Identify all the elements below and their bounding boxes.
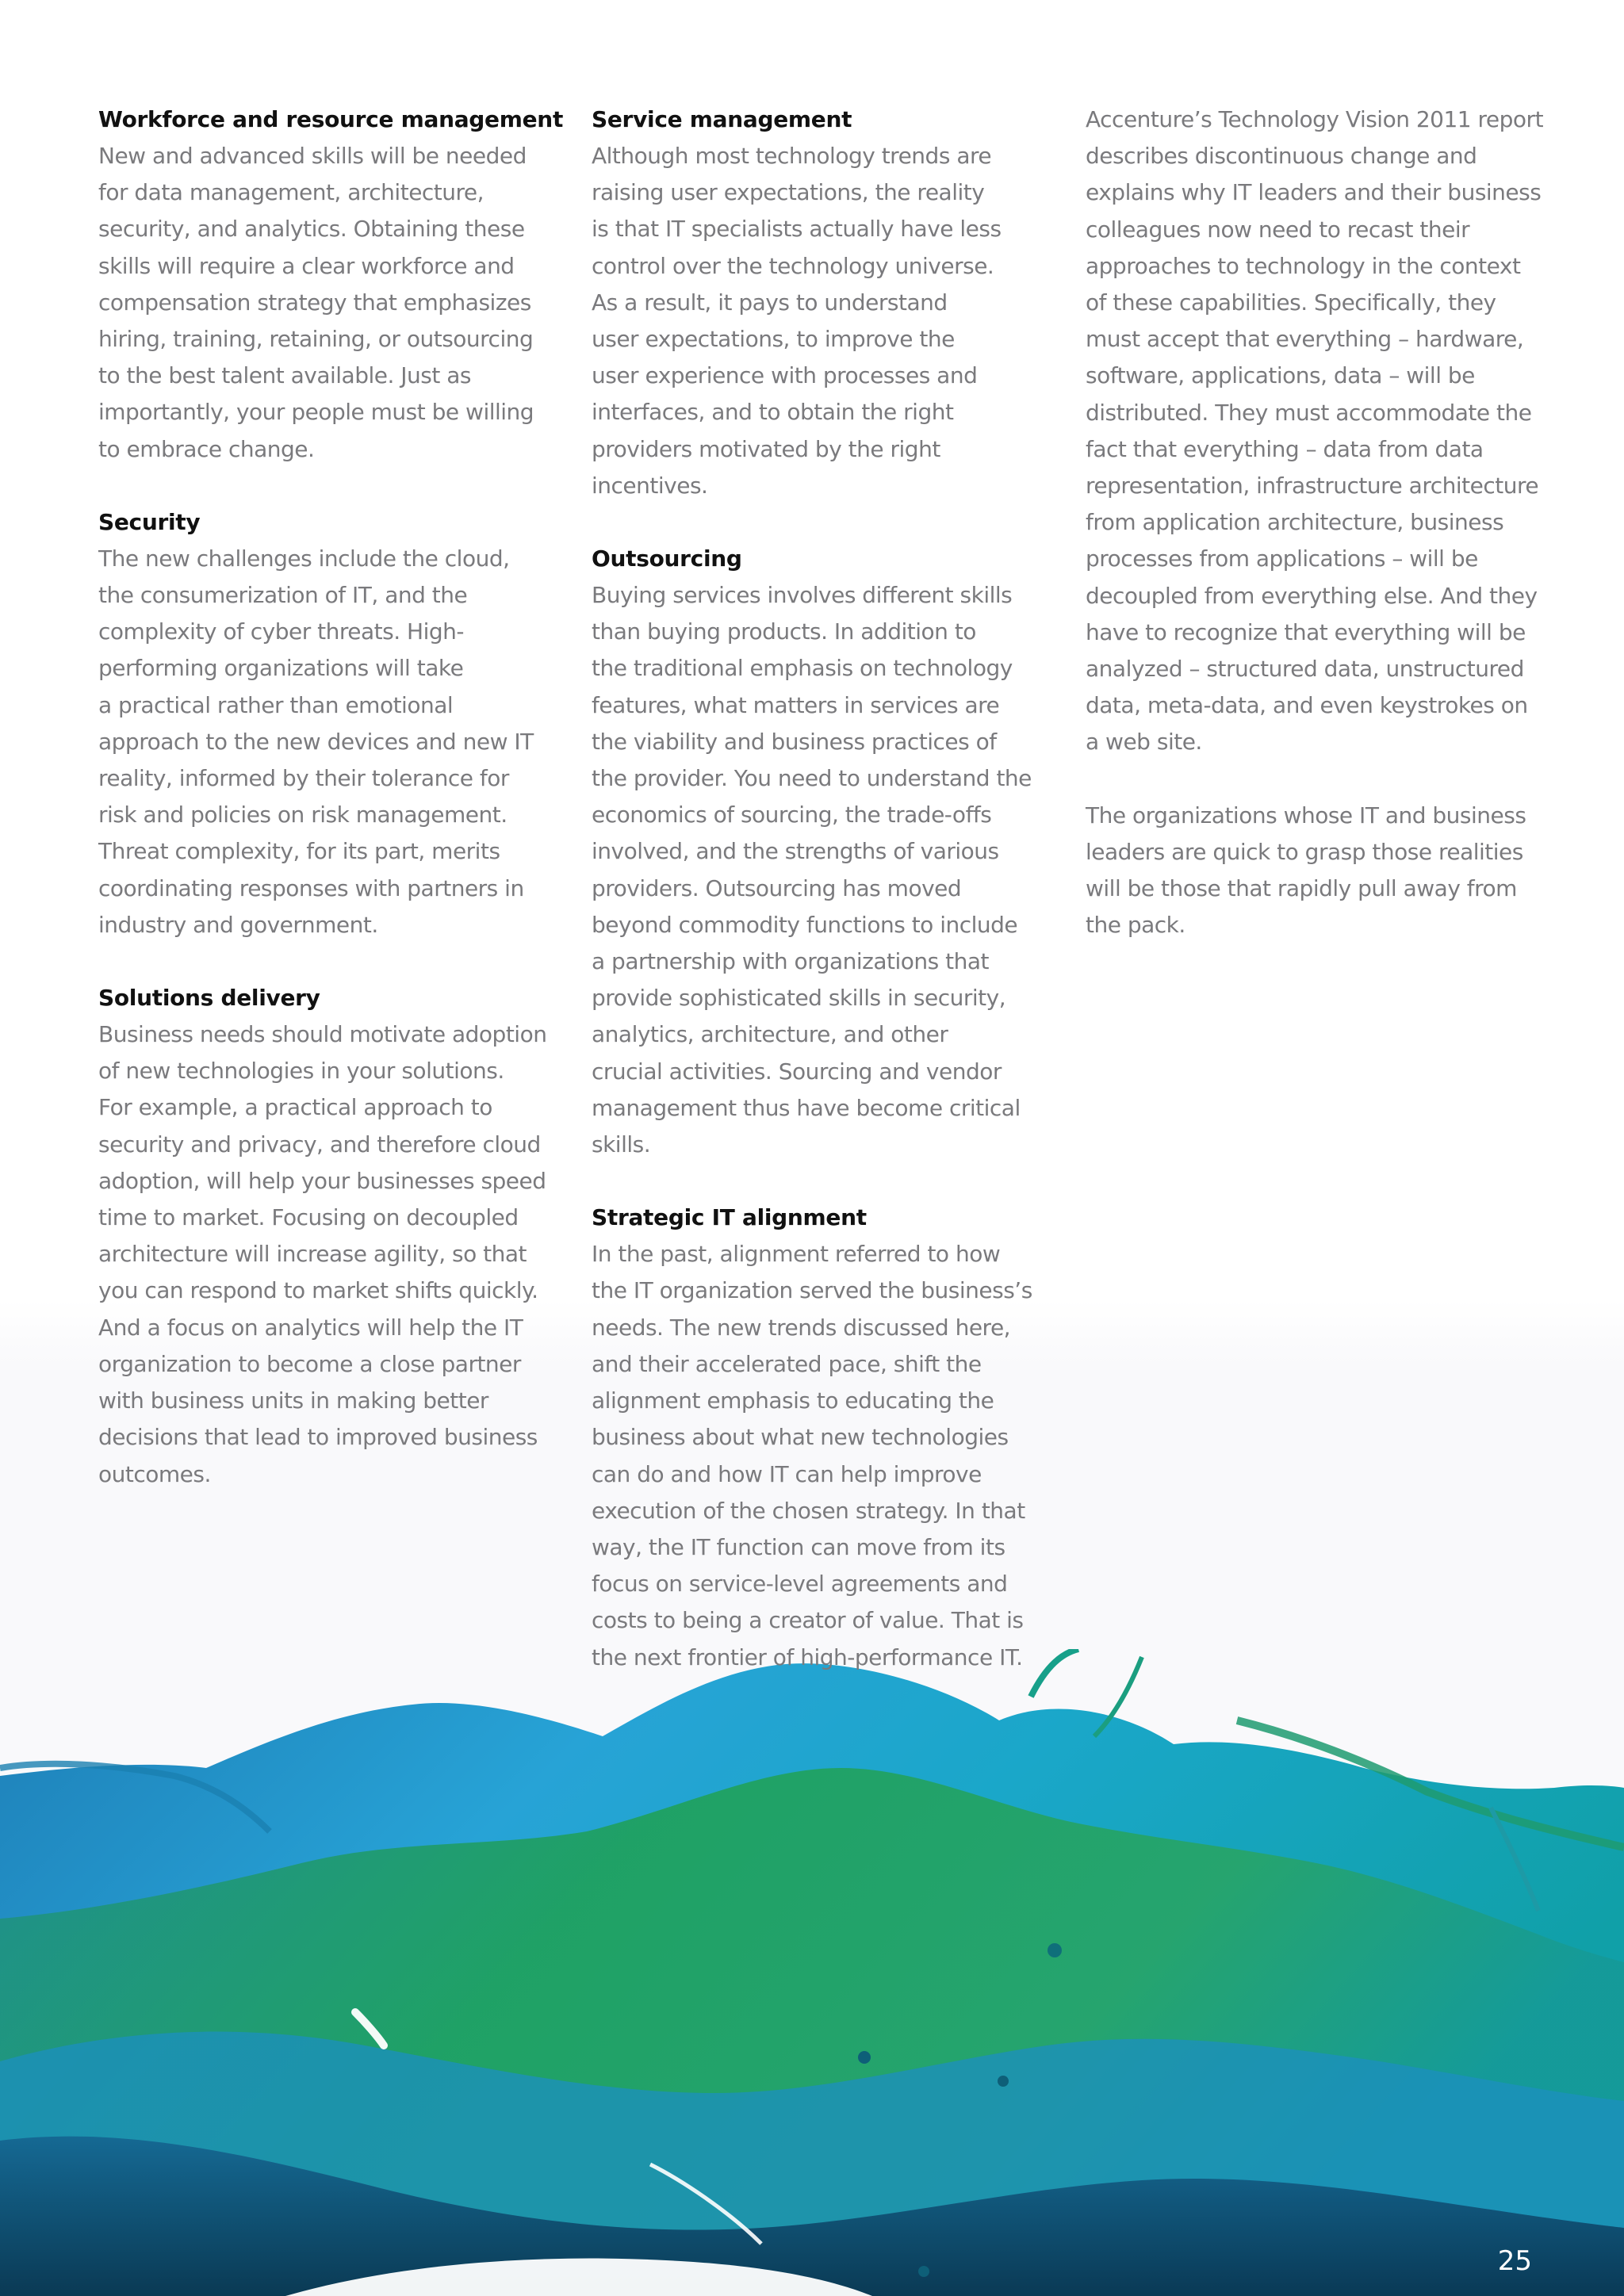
text-line: coordinating responses with partners in xyxy=(98,874,524,901)
section-workforce xyxy=(98,101,564,468)
text-line: to embrace change. xyxy=(98,435,315,462)
section-service-management xyxy=(592,101,1036,504)
page-number: 25 xyxy=(1497,2245,1532,2277)
text-line: approach to the new devices and new IT xyxy=(98,728,534,755)
text-line: the provider. You need to understand the xyxy=(592,765,1032,792)
section-solutions-delivery xyxy=(98,980,547,1493)
text-line: the consumerization of IT, and the xyxy=(98,582,468,609)
text-line: user expectations, to improve the xyxy=(592,326,955,353)
text-line: execution of the chosen strategy. In that xyxy=(592,1497,1025,1524)
text-line: organization to become a close partner xyxy=(98,1350,521,1377)
text-line: reality, informed by their tolerance for xyxy=(98,765,509,792)
text-line: distributed. They must accommodate the xyxy=(1086,399,1532,426)
text-line: a practical rather than emotional xyxy=(98,691,454,718)
text-line: skills will require a clear workforce and xyxy=(98,252,515,279)
text-line: software, applications, data – will be xyxy=(1086,362,1475,389)
text-line: data, meta-data, and even keystrokes on xyxy=(1086,692,1528,719)
text-line: The organizations whose IT and business xyxy=(1086,802,1526,828)
text-line: than buying products. In addition to xyxy=(592,618,976,645)
section-heading: Solutions delivery xyxy=(98,985,320,1012)
text-line: must accept that everything – hardware, xyxy=(1086,326,1524,353)
text-line: The new challenges include the cloud, xyxy=(98,545,510,572)
text-line: approaches to technology in the context xyxy=(1086,252,1521,279)
column-left xyxy=(98,101,564,1493)
text-line: the next frontier of high-performance IT. xyxy=(592,1644,1023,1670)
text-line: And a focus on analytics will help the IT xyxy=(98,1314,523,1341)
text-line: Business needs should motivate adoption xyxy=(98,1021,547,1048)
text-line: management thus have become critical xyxy=(592,1094,1021,1121)
text-line: explains why IT leaders and their business xyxy=(1086,179,1542,206)
text-line: focus on service-level agreements and xyxy=(592,1571,1008,1598)
text-line: interfaces, and to obtain the right xyxy=(592,399,954,426)
text-line: describes discontinuous change and xyxy=(1086,143,1477,170)
text-line: the viability and business practices of xyxy=(592,728,997,755)
text-line: alignment emphasis to educating the xyxy=(592,1387,994,1414)
text-line: business about what new technologies xyxy=(592,1424,1009,1451)
text-line: leaders are quick to grasp those realities xyxy=(1086,838,1523,865)
section-heading: Strategic IT alignment xyxy=(592,1204,867,1231)
text-line: have to recognize that everything will be xyxy=(1086,618,1526,645)
section-heading: Service management xyxy=(592,106,852,132)
text-line: provide sophisticated skills in security, xyxy=(592,985,1006,1012)
text-line: In the past, alignment referred to how xyxy=(592,1241,1001,1268)
text-line: security and privacy, and therefore cloud xyxy=(98,1131,541,1158)
text-line: fact that everything – data from data xyxy=(1086,435,1484,462)
section-technology-vision xyxy=(1086,101,1544,761)
text-line: compensation strategy that emphasizes xyxy=(98,289,531,316)
section-body xyxy=(1086,101,1544,761)
text-line: Buying services involves different skills xyxy=(592,582,1013,609)
text-line: of these capabilities. Specifically, they xyxy=(1086,289,1496,316)
section-security xyxy=(98,504,542,943)
section-spacer xyxy=(98,943,542,980)
text-line: architecture will increase agility, so that xyxy=(98,1241,527,1268)
text-line: New and advanced skills will be needed xyxy=(98,143,527,169)
section-body xyxy=(592,577,1036,1163)
text-line: Although most technology trends are xyxy=(592,143,992,169)
text-line: security, and analytics. Obtaining these xyxy=(98,216,525,243)
section-spacer xyxy=(592,504,1036,541)
text-line: adoption, will help your businesses speed xyxy=(98,1167,546,1194)
text-line: way, the IT function can move from its xyxy=(592,1533,1005,1560)
text-line: the traditional emphasis on technology xyxy=(592,655,1013,682)
section-body xyxy=(98,541,542,943)
section-body xyxy=(592,1236,1036,1675)
text-line: costs to being a creator of value. That is xyxy=(592,1607,1024,1634)
text-line: involved, and the strengths of various xyxy=(592,838,999,865)
text-line: of new technologies in your solutions. xyxy=(98,1058,504,1085)
text-line: control over the technology universe. xyxy=(592,252,994,279)
text-line: can do and how IT can help improve xyxy=(592,1460,982,1487)
text-line: industry and government. xyxy=(98,911,378,938)
section-heading: Workforce and resource management xyxy=(98,106,564,132)
text-line: analyzed – structured data, unstructured xyxy=(1086,656,1524,683)
text-line: features, what matters in services are xyxy=(592,691,1000,718)
text-line: incentives. xyxy=(592,472,708,499)
text-line: For example, a practical approach to xyxy=(98,1094,492,1121)
text-line: complexity of cyber threats. High- xyxy=(98,618,464,645)
column-right xyxy=(1086,101,1544,943)
section-body xyxy=(98,1016,547,1493)
text-line: processes from applications – will be xyxy=(1086,545,1478,572)
text-line: providers. Outsourcing has moved xyxy=(592,874,962,901)
section-outsourcing xyxy=(592,541,1036,1163)
section-strategic-alignment xyxy=(592,1200,1036,1675)
text-line: needs. The new trends discussed here, xyxy=(592,1314,1011,1341)
text-line: time to market. Focusing on decoupled xyxy=(98,1204,519,1231)
text-line: the pack. xyxy=(1086,912,1185,939)
text-line: raising user expectations, the reality xyxy=(592,179,985,206)
section-body xyxy=(98,138,542,468)
section-conclusion xyxy=(1086,798,1530,944)
text-line: a web site. xyxy=(1086,729,1202,756)
text-line: analytics, architecture, and other xyxy=(592,1021,948,1048)
text-line: decisions that lead to improved business xyxy=(98,1424,538,1451)
text-line: user experience with processes and xyxy=(592,362,978,389)
text-line: the IT organization served the business’s xyxy=(592,1277,1032,1304)
text-line: representation, infrastructure architecture xyxy=(1086,473,1539,499)
text-line: decoupled from everything else. And they xyxy=(1086,582,1538,609)
text-line: you can respond to market shifts quickly. xyxy=(98,1277,538,1304)
text-line: hiring, training, retaining, or outsourcing xyxy=(98,326,534,353)
text-line: for data management, architecture, xyxy=(98,179,485,206)
section-spacer xyxy=(98,468,542,504)
text-line: with business units in making better xyxy=(98,1387,488,1414)
text-line: importantly, your people must be willing xyxy=(98,399,534,426)
text-line: economics of sourcing, the trade-offs xyxy=(592,802,992,828)
text-line: a partnership with organizations that xyxy=(592,948,990,975)
text-line: outcomes. xyxy=(98,1460,211,1487)
text-line: crucial activities. Sourcing and vendor xyxy=(592,1058,1002,1085)
text-line: providers motivated by the right xyxy=(592,435,940,462)
text-line: performing organizations will take xyxy=(98,655,464,682)
text-line: Accenture’s Technology Vision 2011 report xyxy=(1086,106,1544,132)
text-line: beyond commodity functions to include xyxy=(592,911,1018,938)
text-line: from application architecture, business xyxy=(1086,509,1504,536)
text-line: to the best talent available. Just as xyxy=(98,362,471,389)
text-line: skills. xyxy=(592,1131,651,1158)
text-line: colleagues now need to recast their xyxy=(1086,216,1470,243)
text-line: As a result, it pays to understand xyxy=(592,289,948,316)
section-heading: Security xyxy=(98,508,201,535)
section-heading: Outsourcing xyxy=(592,545,742,572)
text-line: and their accelerated pace, shift the xyxy=(592,1350,982,1377)
text-line: risk and policies on risk management. xyxy=(98,802,508,828)
section-body xyxy=(592,138,1036,504)
section-body xyxy=(1086,798,1530,944)
paint-splash-image xyxy=(0,1649,1624,2296)
text-line: is that IT specialists actually have less xyxy=(592,216,1002,243)
text-line: Threat complexity, for its part, merits xyxy=(98,838,500,865)
section-spacer xyxy=(1086,761,1530,798)
section-spacer xyxy=(592,1163,1036,1200)
column-middle xyxy=(592,101,1036,1676)
text-line: will be those that rapidly pull away from xyxy=(1086,875,1517,902)
